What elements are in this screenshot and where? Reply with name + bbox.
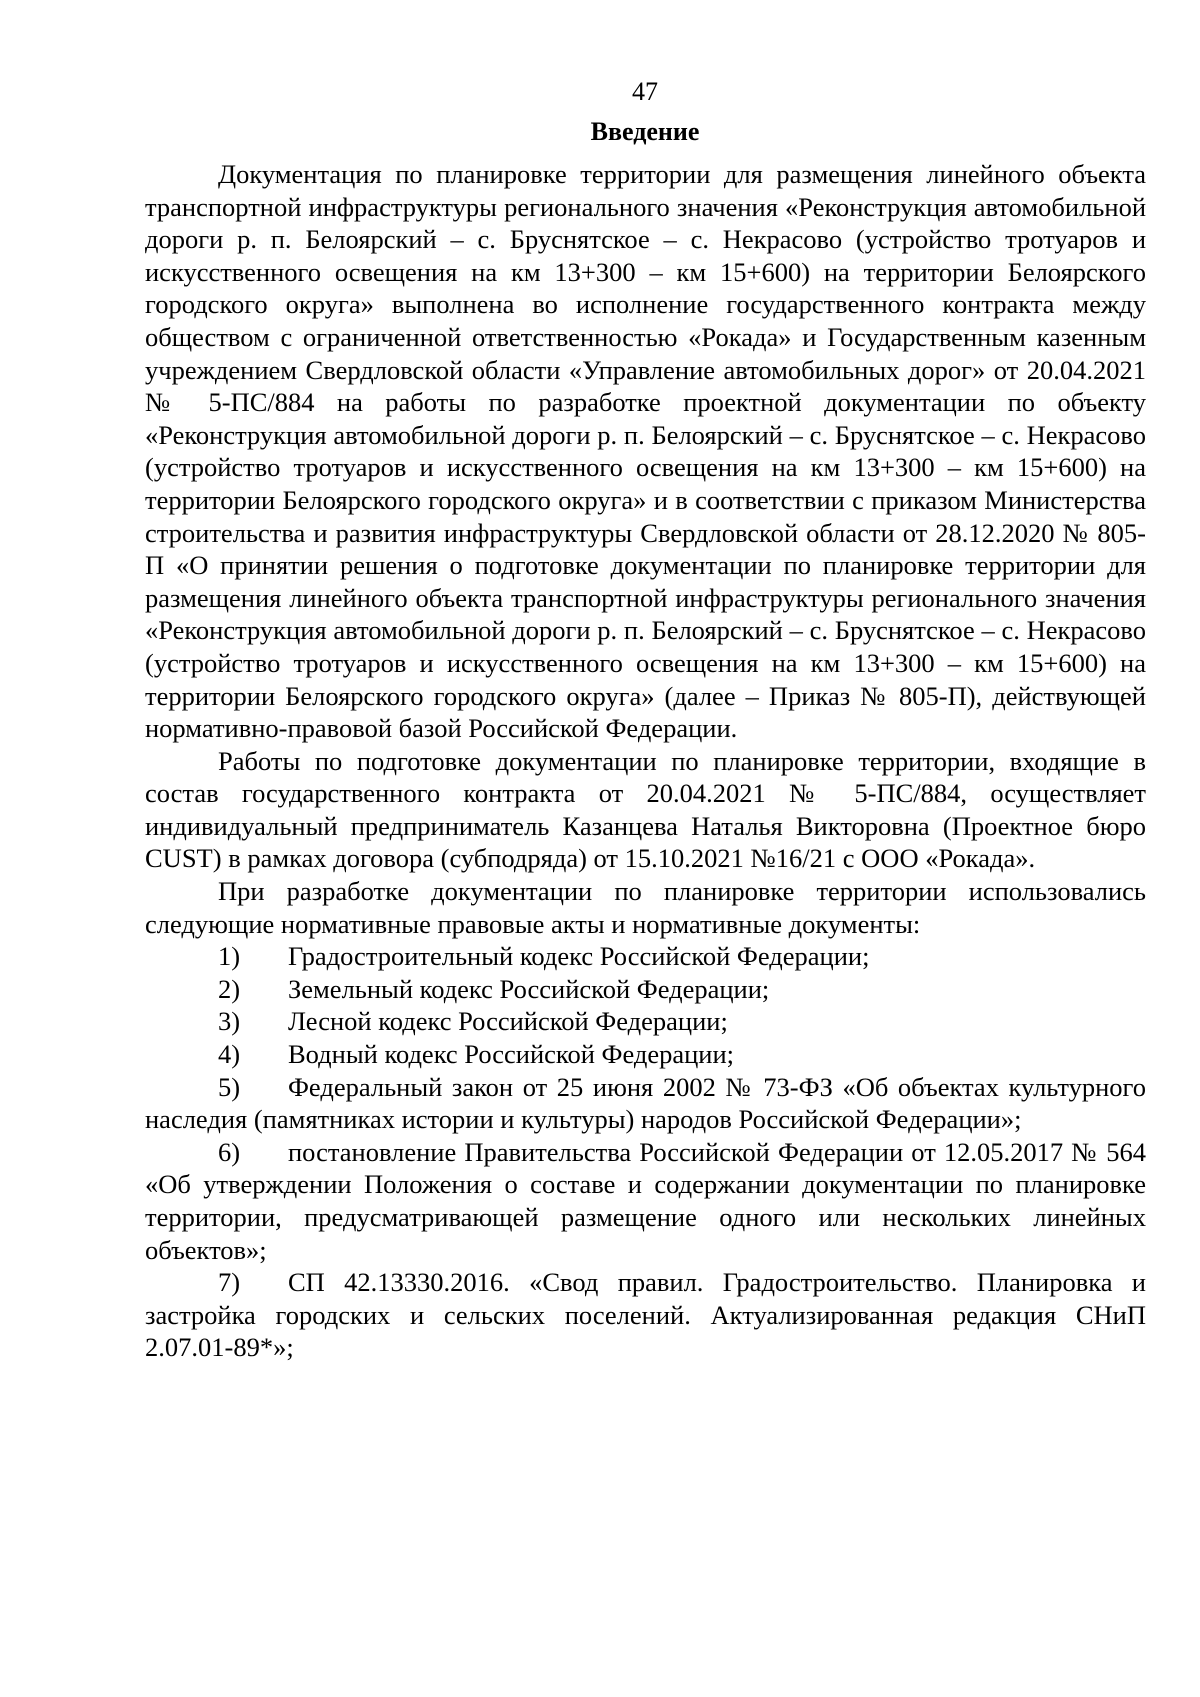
regulations-list bbox=[145, 940, 1146, 1364]
list-item-number: 5) bbox=[218, 1071, 241, 1102]
list-item-number: 6) bbox=[218, 1136, 241, 1167]
list-item-number: 7) bbox=[218, 1267, 241, 1298]
list-item-text: Градостроительный кодекс Российской Федерации; bbox=[288, 941, 870, 972]
document-body bbox=[145, 158, 1146, 1364]
list-item-text: постановление Правительства Российской Федерации от 12.05.2017 № 564 «Об утверждении Положения о составе и содержании документации по планировке территории, предусматривающей размещение одного или нескольких линейных объектов»; bbox=[145, 1136, 1146, 1265]
list-item-number: 1) bbox=[218, 941, 241, 972]
list-item-number: 4) bbox=[218, 1039, 241, 1070]
list-item-text: Федеральный закон от 25 июня 2002 № 73-ФЗ «Об объектах культурного наследия (памятниках истории и культуры) народов Российской Федерации»; bbox=[145, 1071, 1146, 1135]
list-item bbox=[145, 1266, 1146, 1364]
list-item-text: Водный кодекс Российской Федерации; bbox=[288, 1039, 735, 1070]
list-item-text: СП 42.13330.2016. «Свод правил. Градостроительство. Планировка и застройка городских и сельских поселений. Актуализированная редакция СНиП 2.07.01-89*»; bbox=[145, 1267, 1146, 1363]
list-item bbox=[145, 973, 1146, 1006]
list-item-number: 2) bbox=[218, 973, 241, 1004]
list-item bbox=[145, 940, 1146, 973]
section-heading: Введение bbox=[590, 117, 700, 146]
list-item-number: 3) bbox=[218, 1006, 241, 1037]
paragraph-works: Работы по подготовке документации по планировке территории, входящие в состав государственного контракта от 20.04.2021 № 5-ПС/884, осуществляет индивидуальный предприниматель Казанцева Наталья Викторовна (Проектное бюро CUST) в рамках договора (субподряда) от 15.10.2021 №16/21 с ООО «Рокада». bbox=[145, 745, 1146, 874]
list-item-text: Лесной кодекс Российской Федерации; bbox=[288, 1006, 728, 1037]
list-item bbox=[145, 1071, 1146, 1136]
list-item bbox=[145, 1136, 1146, 1266]
list-item bbox=[145, 1038, 1146, 1071]
page-number: 47 bbox=[632, 77, 658, 106]
list-item-text: Земельный кодекс Российской Федерации; bbox=[288, 973, 770, 1004]
list-item bbox=[145, 1005, 1146, 1038]
paragraph-intro: Документация по планировке территории для размещения линейного объекта транспортной инфраструктуры регионального значения «Реконструкция автомобильной дороги р. п. Белоярский – с. Бруснятское – с. Некрасово (устройство тротуаров и искусственного освещения на км 13+300 – км 15+600) на территории Белоярского городского округа» выполнена во исполнение государственного контракта между обществом с ограниченной ответственностью «Рокада» и Государственным казенным учреждением Свердловской области «Управление автомобильных дорог» от 20.04.2021 № 5-ПС/884 на работы по разработке проектной документации по объекту «Реконструкция автомобильной дороги р. п. Белоярский – с. Бруснятское – с. Некрасово (устройство тротуаров и искусственного освещения на км 13+300 – км 15+600) на территории Белоярского городского округа» и в соответствии с приказом Министерства строительства и развития инфраструктуры Свердловской области от 28.12.2020 № 805-П «О принятии решения о подготовке документации по планировке территории для размещения линейного объекта транспортной инфраструктуры регионального значения «Реконструкция автомобильной дороги р. п. Белоярский – с. Бруснятское – с. Некрасово (устройство тротуаров и искусственного освещения на км 13+300 – км 15+600) на территории Белоярского городского округа» (далее – Приказ № 805-П), действующей нормативно-правовой базой Российской Федерации. bbox=[145, 159, 1146, 744]
paragraph-regulations: При разработке документации по планировке территории использовались следующие нормативные правовые акты и нормативные документы: bbox=[145, 876, 1146, 939]
